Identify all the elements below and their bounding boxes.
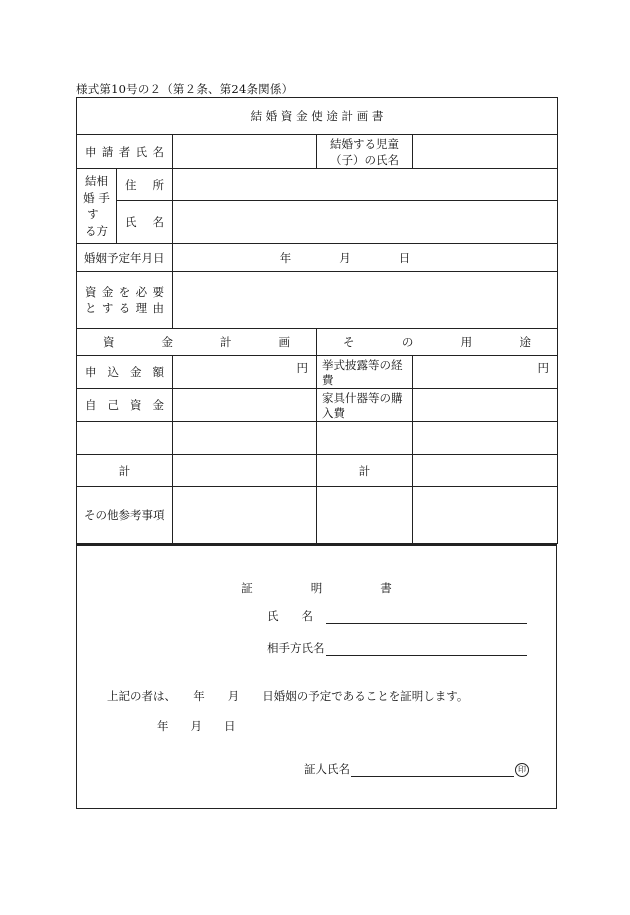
certificate-partner-name-field[interactable] <box>326 641 527 656</box>
certificate-partner-row <box>267 640 527 656</box>
usage-total-field[interactable] <box>413 455 558 487</box>
reason-label: 資 金 を 必 要 と す る 理 由 <box>77 272 173 329</box>
blank-label-cell[interactable] <box>77 422 173 455</box>
marriage-date-field[interactable]: 年 月 日 <box>173 244 558 272</box>
child-name-label: 結婚する児童 （子）の氏名 <box>317 135 413 169</box>
other-notes-label: その他参考事項 <box>77 487 173 544</box>
fund-usage-plan-table <box>76 97 558 544</box>
certificate-date[interactable]: 年 月 日 <box>157 719 236 733</box>
certificate-partner-name-label: 相手方氏名 <box>267 641 325 655</box>
partner-name-field[interactable] <box>173 201 558 244</box>
seal-icon: 印 <box>515 763 529 777</box>
blank-usage-label-cell[interactable] <box>317 422 413 455</box>
usage-total-label: 計 <box>317 455 413 487</box>
child-name-field[interactable] <box>413 135 558 169</box>
witness-row <box>304 761 529 777</box>
other-notes-field-3[interactable] <box>413 487 558 544</box>
partner-address-field[interactable] <box>173 169 558 201</box>
ceremony-expense-field[interactable] <box>413 356 558 389</box>
own-funds-field[interactable] <box>173 389 317 422</box>
furniture-expense-label: 家具什器等の購 入費 <box>317 389 413 422</box>
blank-amount-cell[interactable] <box>173 422 317 455</box>
form-title: 結 婚 資 金 使 途 計 画 書 <box>77 98 558 135</box>
certificate-name-label: 氏 名 <box>267 609 313 623</box>
certificate-statement: 上記の者は、 年 月 日婚姻の予定であることを証明します。 <box>107 689 469 703</box>
blank-usage-amount-cell[interactable] <box>413 422 558 455</box>
yen-unit: 円 <box>537 361 549 375</box>
application-amount-field[interactable] <box>173 356 317 389</box>
marriage-date-label: 婚姻予定年月日 <box>77 244 173 272</box>
applicant-name-field[interactable] <box>173 135 317 169</box>
usage-header: そ の 用 途 <box>317 329 558 356</box>
other-notes-field[interactable] <box>173 487 317 544</box>
own-funds-label: 自 己 資 金 <box>77 389 173 422</box>
plan-header: 資 金 計 画 <box>77 329 317 356</box>
partner-name-label: 氏 名 <box>117 201 173 244</box>
other-notes-field-2[interactable] <box>317 487 413 544</box>
reason-field[interactable] <box>173 272 558 329</box>
plan-total-field[interactable] <box>173 455 317 487</box>
certificate-name-field[interactable] <box>326 609 527 624</box>
form-caption: 様式第10号の２（第２条、第24条関係） <box>76 82 294 96</box>
witness-name-field[interactable] <box>351 762 514 777</box>
partner-address-label: 住 所 <box>117 169 173 201</box>
plan-total-label: 計 <box>77 455 173 487</box>
furniture-expense-field[interactable] <box>413 389 558 422</box>
certificate-title: 証 明 書 <box>241 581 392 595</box>
witness-name-label: 証人氏名 <box>304 762 350 776</box>
certificate-name-row <box>267 608 527 624</box>
applicant-name-label: 申 請 者 氏 名 <box>77 135 173 169</box>
certificate-section <box>76 544 557 809</box>
application-amount-label: 申 込 金 額 <box>77 356 173 389</box>
ceremony-expense-label: 挙式披露等の経 費 <box>317 356 413 389</box>
yen-unit: 円 <box>296 361 308 375</box>
partner-group-label: 結相 婚 手 す る方 <box>77 169 117 244</box>
